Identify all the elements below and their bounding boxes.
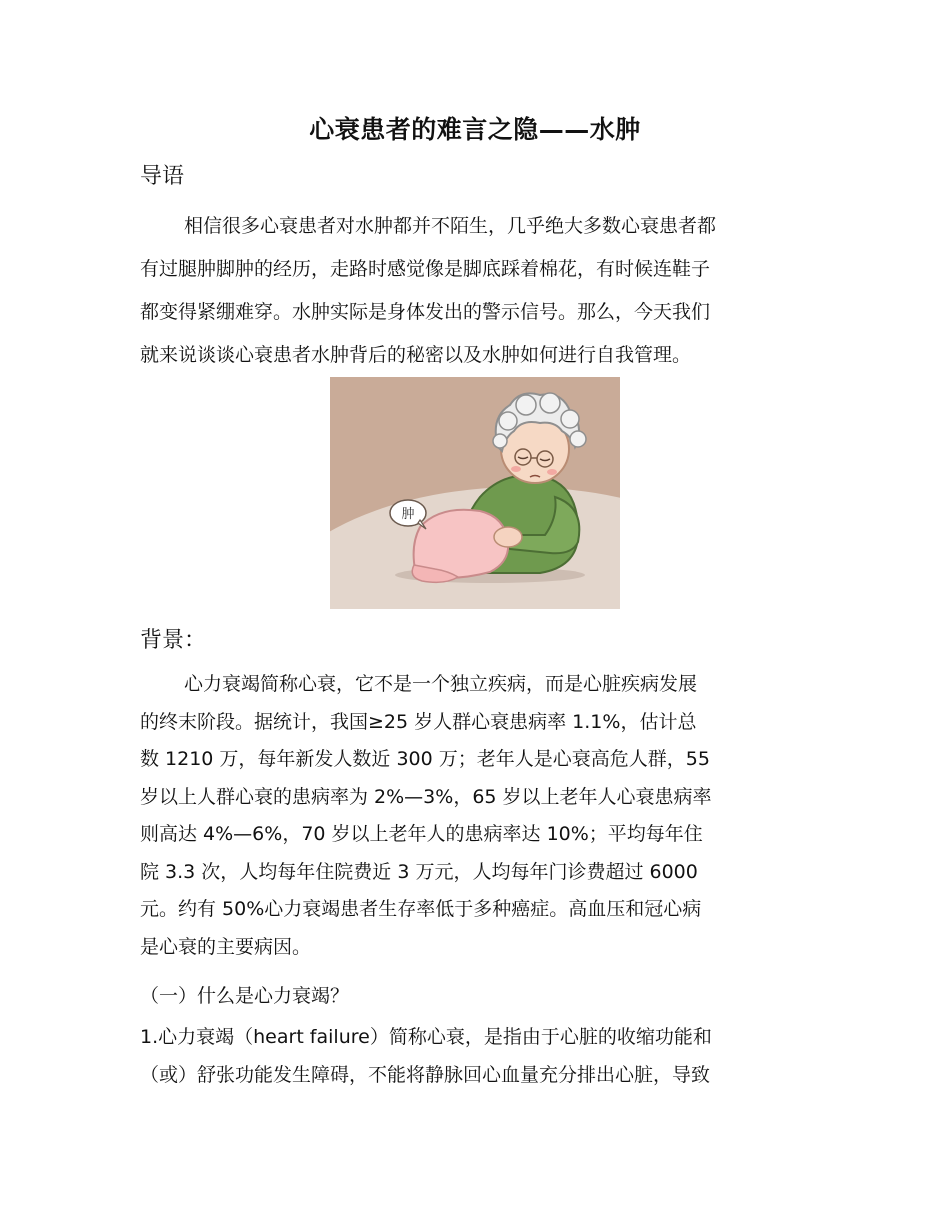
background-line: 的终末阶段。据统计，我国≥25 岁人群心衰患病率 1.1%，估计总 <box>140 710 697 733</box>
elderly-woman-swollen-leg-icon <box>330 377 620 609</box>
intro-line: 相信很多心衰患者对水肿都并不陌生，几乎绝大多数心衰患者都 <box>184 215 717 237</box>
intro-heading: 导语 <box>140 164 185 189</box>
background-line: 是心衰的主要病因。 <box>140 935 312 958</box>
intro-line: 都变得紧绷难穿。水肿实际是身体发出的警示信号。那么，今天我们 <box>140 301 711 323</box>
document-title: 心衰患者的难言之隐——水肿 <box>309 115 641 144</box>
intro-line: 有过腿肿脚肿的经历，走路时感觉像是脚底踩着棉花，有时候连鞋子 <box>140 258 711 280</box>
intro-line: 就来说谈谈心衰患者水肿背后的秘密以及水肿如何进行自我管理。 <box>140 344 692 366</box>
background-line: 院 3.3 次，人均每年住院费近 3 万元，人均每年门诊费超过 6000 <box>140 860 698 883</box>
background-line: 岁以上人群心衰的患病率为 2%—3%，65 岁以上老年人心衰患病率 <box>140 785 712 808</box>
section-one-line: （或）舒张功能发生障碍，不能将静脉回心血量充分排出心脏，导致 <box>140 1064 711 1086</box>
background-heading: 背景： <box>140 628 207 653</box>
background-paragraph <box>140 666 820 966</box>
section-one-paragraph <box>140 1018 820 1094</box>
intro-paragraph <box>140 205 820 377</box>
background-line: 数 1210 万，每年新发人数近 300 万；老年人是心衰高危人群，55 <box>140 748 710 770</box>
illustration <box>330 377 620 609</box>
background-line: 心力衰竭简称心衰，它不是一个独立疾病，而是心脏疾病发展 <box>184 673 698 695</box>
background-line: 元。约有 50%心力衰竭患者生存率低于多种癌症。高血压和冠心病 <box>140 898 702 920</box>
bubble-text: 肿 <box>401 507 415 522</box>
background-line: 则高达 4%—6%，70 岁以上老年人的患病率达 10%；平均每年住 <box>140 823 703 845</box>
section-one-line: 1.心力衰竭（heart failure）简称心衰，是指由于心脏的收缩功能和 <box>140 1026 712 1048</box>
section-one-heading: （一）什么是心力衰竭？ <box>140 985 350 1007</box>
